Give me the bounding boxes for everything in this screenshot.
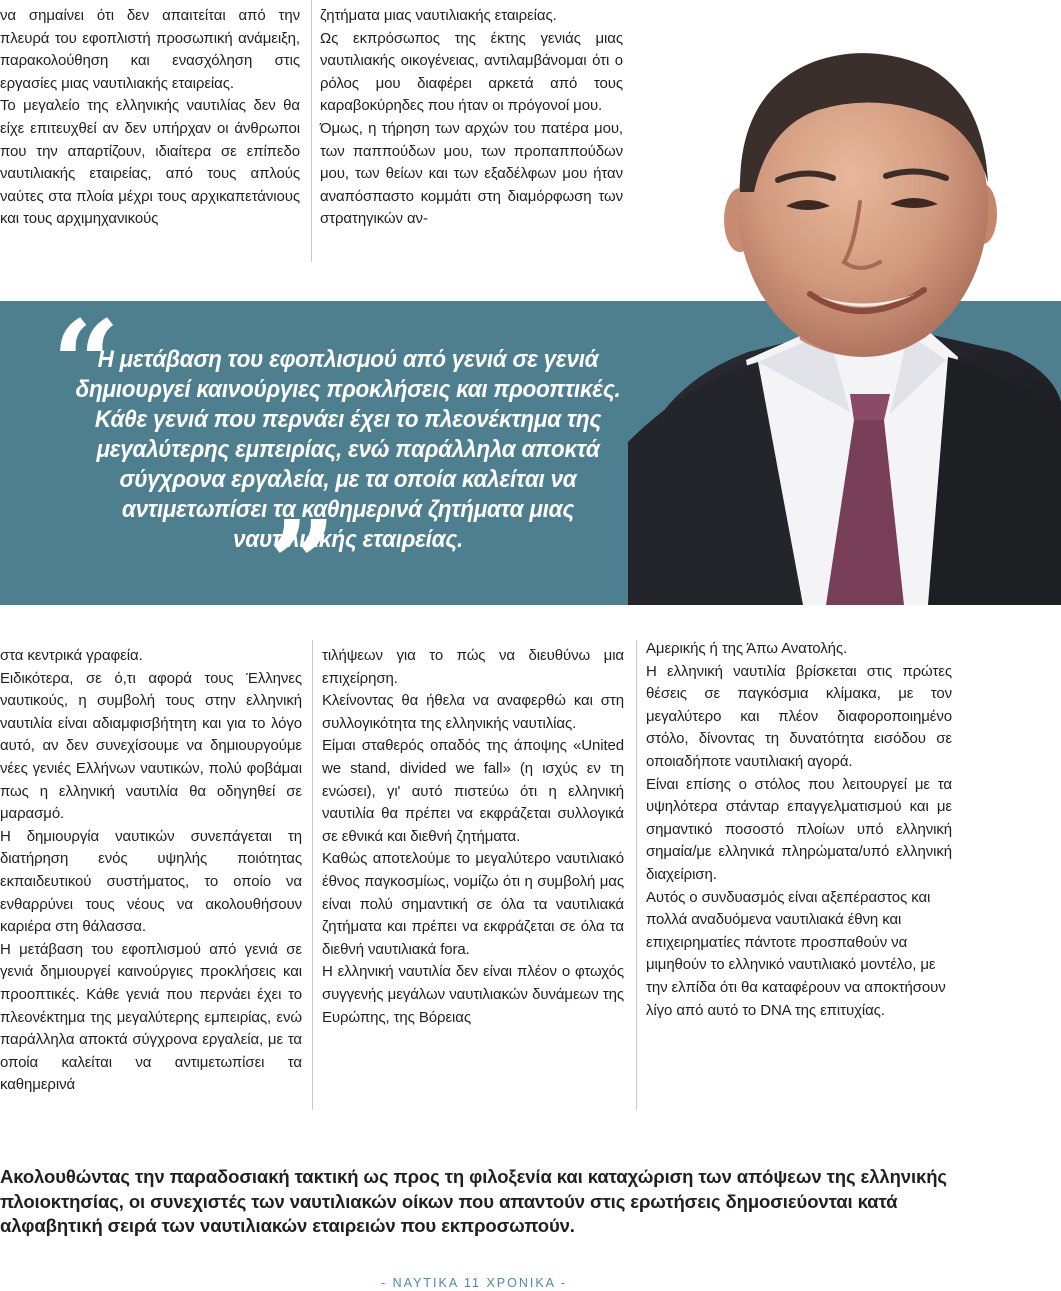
- article-column-top-left: [0, 5, 300, 231]
- article-column-bottom-middle: [322, 645, 624, 1029]
- column-divider: [636, 640, 637, 1110]
- paragraph: ζητήματα μιας ναυτιλιακής εταιρείας.: [320, 7, 557, 24]
- paragraph: Η ελληνική ναυτιλία δεν είναι πλέον ο φτωχός συγγενής μεγάλων ναυτιλιακών δυνάμεων της Ευρώπης, της Βόρειας: [322, 963, 624, 1026]
- column-divider: [312, 640, 313, 1110]
- paragraph: Καθώς αποτελούμε το μεγαλύτερο ναυτιλιακό έθνος παγκοσμίως, νομίζω ότι η συμβολή μας είναι πολύ σημαντική σε όλα τα ναυτιλιακά ζητήματα και πρέπει να εκφράζεται σε όλα τα διεθνή ναυτιλιακά fora.: [322, 850, 624, 958]
- paragraph: Αμερικής ή της Άπω Ανατολής.: [646, 640, 848, 657]
- article-column-bottom-left: [0, 645, 302, 1097]
- paragraph: στα κεντρικά γραφεία.: [0, 647, 143, 664]
- open-quote-mark: “: [52, 294, 120, 433]
- page-footer: - ΝΑΥΤΙΚΑ 11 ΧΡΟΝΙΚΑ -: [381, 1276, 567, 1290]
- paragraph: Όμως, η τήρηση των αρχών του πατέρα μου, των παππούδων μου, των προπαππούδων μου, των θείων και των εξαδέλφων μου ήταν αναπόσπαστο κομμάτι στη διαμόρφωση των στρατηγικών αν-: [320, 119, 623, 228]
- paragraph: Ειδικότερα, σε ό,τι αφορά τους Έλληνες ναυτικούς, η συμβολή τους στην ελληνική ναυτιλία είναι αδιαμφισβήτητη και για το λόγο αυτό, αν δεν συνεχίσουμε να δημιουργούμε νέες γενιές Ελλήνων ναυτικών, πολύ φοβάμαι πως η ελληνική ναυτιλία θα οδηγηθεί σε μαρασμό.: [0, 669, 302, 823]
- paragraph: Η δημιουργία ναυτικών συνεπάγεται τη διατήρηση ενός υψηλής ποιότητας εκπαιδευτικού συστήματος, το οποίο να ενθαρρύνει τους νέους να ακολουθήσουν καριέρα στη θάλασσα.: [0, 827, 302, 936]
- paragraph: Η ελληνική ναυτιλία βρίσκεται στις πρώτες θέσεις σε παγκόσμια κλίμακα, με τον μεγαλύτερο και πλέον διαφοροποιημένο στόλο, δίνοντας τη δυνατότητα εισόδου σε οποιαδήποτε ναυτιλιακή αγορά.: [646, 662, 952, 770]
- paragraph: Το μεγαλείο της ελληνικής ναυτιλίας δεν θα είχε επιτευχθεί αν δεν υπήρχαν οι άνθρωποι που την απαρτίζουν, ιδιαίτερα σε επίπεδο ναυτιλιακής εταιρείας, από τους απλούς ναύτες στα πλοία μέχρι τους αρχικαπετάνιους και τους αρχιμηχανικούς: [0, 97, 300, 228]
- close-quote-mark: ”: [268, 494, 336, 633]
- paragraph: Ως εκπρόσωπος της έκτης γενιάς μιας ναυτιλιακής οικογένειας, αντιλαμβάνομαι ότι ο ρόλος μου διαφέρει αρκετά από τους καραβοκύρηδες που ήταν οι πρόγονοί μου.: [320, 29, 623, 115]
- paragraph: Είμαι σταθερός οπαδός της άποψης «United we stand, divided we fall» (η ισχύς εν τη ενώσει), γι' αυτό πιστεύω ότι η ελληνική ναυτιλία θα πρέπει να εκφράζεται συλλογικά σε εθνικά και διεθνή ζητήματα.: [322, 737, 624, 845]
- paragraph: Αυτός ο συνδυασμός είναι αξεπέραστος και πολλά αναδυόμενα ναυτιλιακά έθνη και επιχειρηματίες πάντοτε προσπαθούν να μιμηθούν το ελληνικό ναυτιλιακό μοντέλο, με την ελπίδα ότι θα καταφέρουν να αποκτήσουν λίγο από αυτό το DNA της επιτυχίας.: [646, 888, 946, 1019]
- editorial-note: Ακολουθώντας την παραδοσιακή τακτική ως προς τη φιλοξενία και καταχώριση των απόψεων της ελληνικής πλοιοκτησίας, οι συνεχιστές των ναυτιλιακών οίκων που απαντούν στις ερωτήσεις δημοσιεύονται κατά αλφαβητική σειρά των ναυτιλιακών εταιρειών που εκπροσωπούν.: [0, 1166, 947, 1236]
- article-column-top-right: [320, 5, 623, 231]
- pull-quote-text: Η μετάβαση του εφοπλισμού από γενιά σε γενιά δημιουργεί καινούργιες προκλήσεις και προοπτικές. Κάθε γενιά που περνάει έχει το πλεονέκτημα της μεγαλύτερης εμπειρίας, ενώ παράλληλα αποκτά σύγχρονα εργαλεία, με τα οποία καλείται να αντιμετωπίσει τα καθημερινά ζητήματα μιας ναυτιλιακής εταιρείας.: [75, 346, 621, 553]
- paragraph: να σημαίνει ότι δεν απαιτείται από την πλευρά του εφοπλιστή προσωπική ανάμειξη, παρακολούθηση και ενασχόληση στις εργασίες μιας ναυτιλιακής εταιρείας.: [0, 7, 300, 92]
- pull-quote: [0, 294, 640, 633]
- paragraph: τιλήψεων για το πώς να διευθύνω μια επιχείρηση.: [322, 647, 624, 687]
- column-divider: [311, 0, 312, 262]
- paragraph: Η μετάβαση του εφοπλισμού από γενιά σε γενιά δημιουργεί καινούργιες προκλήσεις και προοπτικές. Κάθε γενιά που περνάει έχει το πλεονέκτημα της μεγαλύτερης εμπειρίας, ενώ παράλληλα αποκτά σύγχρονα εργαλεία, με τα οποία καλείται να αντιμετωπίσει τα καθημερινά: [0, 940, 302, 1094]
- paragraph: Κλείνοντας θα ήθελα να αναφερθώ και στη συλλογικότητα της ελληνικής ναυτιλίας.: [322, 692, 624, 732]
- article-column-bottom-right: [646, 638, 952, 1022]
- portrait-photo: [628, 22, 1061, 605]
- paragraph: Είναι επίσης ο στόλος που λειτουργεί με τα υψηλότερα στάνταρ επαγγελματισμού και με σημαντικό ποσοστό πλοίων υπό ελληνική σημαία/με ελληνικά πληρώματα/υπό ελληνική διαχείριση.: [646, 775, 952, 883]
